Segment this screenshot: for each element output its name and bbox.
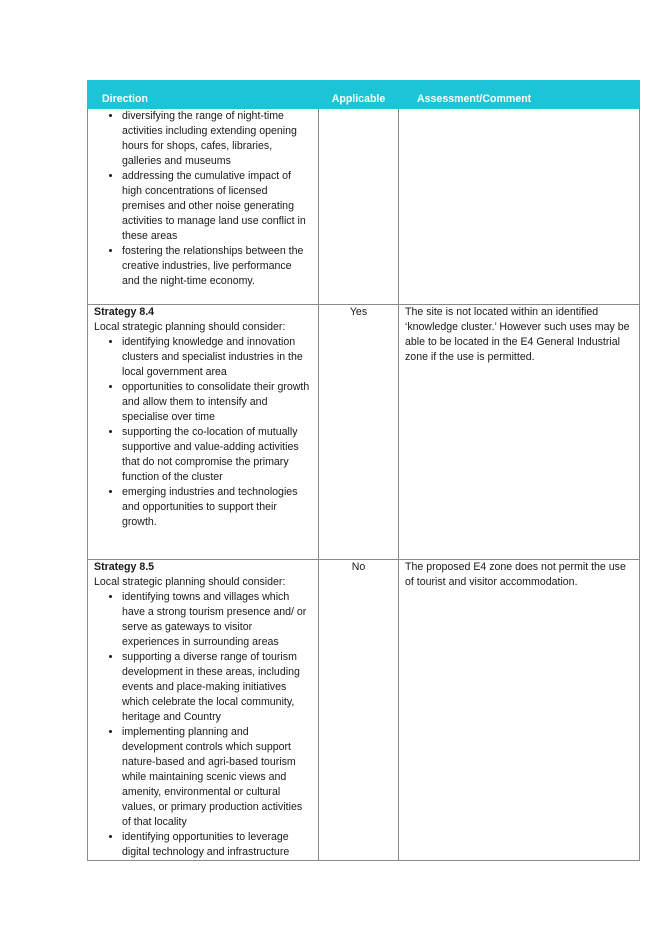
comment-cell: The site is not located within an identified ‘knowledge cluster.’ However such uses may be able to be located in the E4 General Industrial zone if the use is permitted. bbox=[399, 305, 640, 560]
bullet-item: • identifying knowledge and innovation clusters and specialist industries in the local government area bbox=[122, 335, 312, 380]
direction-cell bbox=[88, 109, 319, 305]
bullet-item: • emerging industries and technologies and opportunities to support their growth. bbox=[122, 485, 312, 530]
strategy-intro: Local strategic planning should consider: bbox=[94, 321, 286, 333]
table-header-row bbox=[88, 81, 640, 109]
applicable-cell: Yes bbox=[319, 305, 399, 560]
bullet-item: • identifying opportunities to leverage digital technology and infrastructure bbox=[122, 830, 312, 860]
bullet-item: • supporting a diverse range of tourism development in these areas, including events and place-making initiatives which celebrate the local community, heritage and Country bbox=[122, 650, 312, 725]
table-row bbox=[88, 560, 640, 861]
applicable-cell: No bbox=[319, 560, 399, 861]
bullet-item: • identifying towns and villages which have a strong tourism presence and/ or serve as gateways to visitor experiences in surrounding areas bbox=[122, 590, 312, 650]
bullet-item: • diversifying the range of night-time activities including extending opening hours for shops, cafes, libraries, galleries and museums bbox=[122, 109, 312, 169]
bullet-item: • fostering the relationships between the creative industries, live performance and the night-time economy. bbox=[122, 244, 312, 289]
comment-cell: The proposed E4 zone does not permit the use of tourist and visitor accommodation. bbox=[399, 560, 640, 861]
bullet-item: • addressing the cumulative impact of high concentrations of licensed premises and other noise generating activities to manage land use conflict in these areas bbox=[122, 169, 312, 244]
direction-cell bbox=[88, 560, 319, 861]
bullet-item: • opportunities to consolidate their growth and allow them to intensify and specialise over time bbox=[122, 380, 312, 425]
table-row bbox=[88, 109, 640, 305]
bullet-item: • implementing planning and development controls which support nature-based and agri-based tourism while maintaining scenic views and amenity, environmental or cultural values, or primary production activities of that locality bbox=[122, 725, 312, 830]
bullet-item: • supporting the co-location of mutually supportive and value-adding activities that do not compromise the primary function of the cluster bbox=[122, 425, 312, 485]
direction-cell bbox=[88, 305, 319, 560]
strategy-heading: Strategy 8.5 bbox=[94, 561, 155, 573]
strategy-assessment-table bbox=[87, 80, 640, 861]
comment-cell bbox=[399, 109, 640, 305]
applicable-cell bbox=[319, 109, 399, 305]
direction-bullet-list bbox=[94, 109, 312, 289]
header-applicable: Applicable bbox=[319, 81, 399, 109]
strategy-intro: Local strategic planning should consider: bbox=[94, 576, 286, 588]
header-assessment-comment: Assessment/Comment bbox=[399, 81, 640, 109]
table-row bbox=[88, 305, 640, 560]
strategy-heading: Strategy 8.4 bbox=[94, 306, 155, 318]
direction-bullet-list bbox=[94, 590, 312, 860]
header-direction: Direction bbox=[88, 81, 319, 109]
direction-bullet-list bbox=[94, 335, 312, 530]
